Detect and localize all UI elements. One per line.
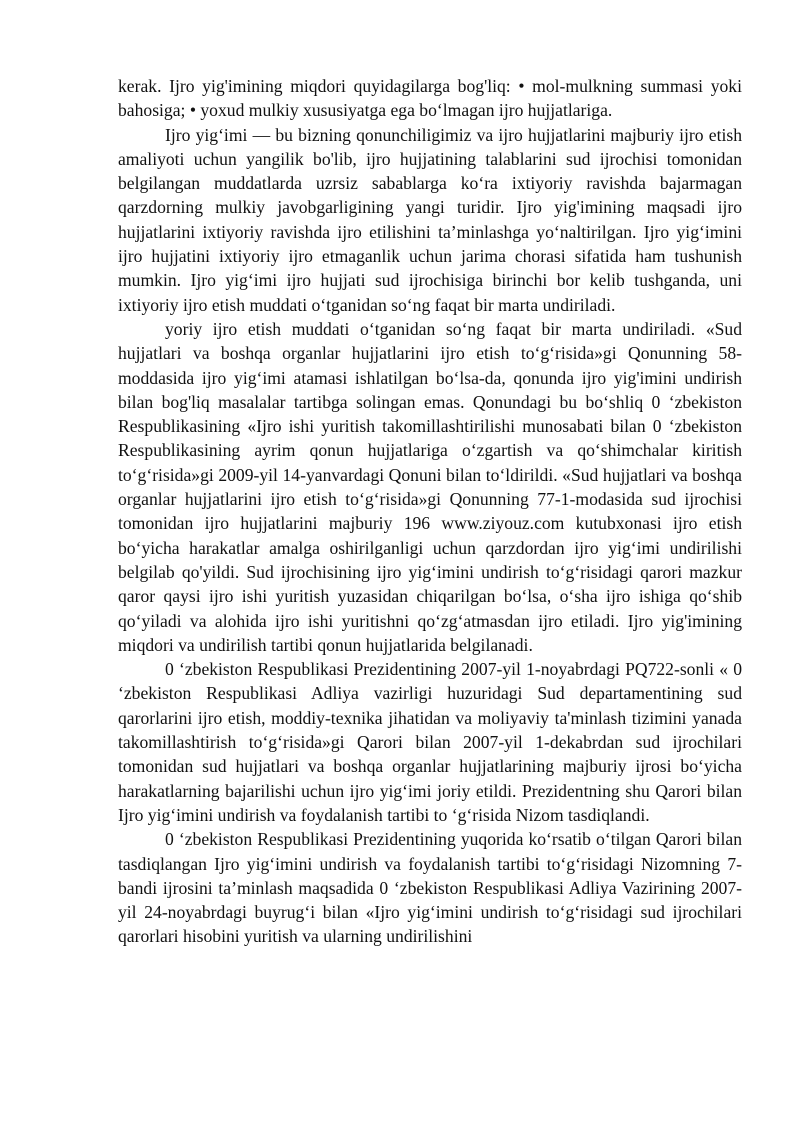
paragraph-4: 0 ‘zbekiston Respublikasi Prezidentining 2007-yil 1-noyabrdagi PQ722-sonli « 0 ‘zbekiston Respublikasi Adliya vazirligi huzuridagi Sud departamentining sud qarorlarini ijro etish, moddiy-texnika jihatidan va moliyaviy ta'minlash tizimini yanada takomillashtirish to‘g‘risida»gi Qarori bilan 2007-yil 1-dekabrdan sud ijrochilari tomonidan sud hujjatlari va boshqa organlar hujjatlarining majburiy ijrosi bo‘yicha harakatlarning bajarilishi uchun ijro yig‘imi joriy etildi. Prezidentning shu Qarori bilan Ijro yig‘imini undirish va foydalanish tartibi to ‘g‘risida Nizom tasdiqlandi. [118,659,742,825]
paragraph-1: kerak. Ijro yig'imining miqdori quyidagilarga bog'liq: • mol-mulkning summasi yoki bahosiga; • yoxud mulkiy xususiyatga ega bo‘lmagan ijro hujjatlariga. [118,76,742,121]
paragraph-2: Ijro yig‘imi — bu bizning qonunchiligimiz va ijro hujjatlarini majburiy ijro etish amaliyoti uchun yangilik bo'lib, ijro hujjatining talablarini sud ijrochisi tomonidan belgilangan muddatlarda uzrsiz sabablarga ko‘ra ixtiyoriy ravishda bajarmagan qarzdorning mulkiy javobgarligining yangi turidir. Ijro yig'imining maqsadi ijro hujjatlarini ixtiyoriy ravishda ijro etilishini ta’minlashga yo‘naltirilgan. Ijro yig‘imini ijro hujjatini ixtiyoriy ijro etmaganlik uchun jarima chorasi sifatida ham tushunish mumkin. Ijro yig‘imi ijro hujjati sud ijrochisiga birinchi bor kelib tushganda, uni ixtiyoriy ijro etish muddati o‘tganidan so‘ng faqat bir marta undiriladi. [118,124,742,315]
paragraph-3: yoriy ijro etish muddati o‘tganidan so‘ng faqat bir marta undiriladi. «Sud hujjatlari va boshqa organlar hujjatlarini ijro etish to‘g‘risida»gi Qonunning 58-moddasida ijro yig‘imi atamasi ishlatilgan bo‘lsa-da, qonunda ijro yig'imini undirish bilan bog'liq masalalar tartibga solingan emas. Qonundagi bu bo‘shliq 0 ‘zbekiston Respublikasining «Ijro ishi yuritish takomillashtirilishi munosabati bilan 0 ‘zbekiston Respublikasining ayrim qonun hujjatlariga o‘zgartish va qo‘shimchalar kiritish to‘g‘risida»gi 2009-yil 14-yanvardagi Qonuni bilan to‘ldirildi. «Sud hujjatlari va boshqa organlar hujjatlarini ijro etish to‘g‘risida»gi Qonunning 77-1-modasida sud ijrochisi tomonidan ijro hujjatlarini majburiy 196 www.ziyouz.com kutubxonasi ijro etish bo‘yicha harakatlar amalga oshirilganligi uchun qarzdordan ijro yig‘imi undirilishi belgilab qo'yildi. Sud ijrochisining ijro yig‘imini undirish to‘g‘risidagi qarori mazkur qaror qaysi ijro ishi yuritish yuzasidan chiqarilgan bo‘lsa, o‘sha ijro ishiga qo‘shib qo‘yiladi va alohida ijro ishi yuritishni qo‘zg‘atmasdan ijro etiladi. Ijro yig'imining miqdori va undirilish tartibi qonun hujjatlarida belgilanadi. [118,318,742,655]
paragraph-5: 0 ‘zbekiston Respublikasi Prezidentining yuqorida ko‘rsatib o‘tilgan Qarori bilan tasdiqlangan Ijro yig‘imini undirish va foydalanish tartibi to‘g‘risidagi Nizomning 7-bandi ijrosini ta’minlash maqsadida 0 ‘zbekiston Respublikasi Adliya Vazirining 2007-yil 24-noyabrdagi buyrug‘i bilan «Ijro yig‘imini undirish to‘g‘risidagi sud ijrochilari qarorlari hisobini yuritish va ularning undirilishini [118,829,742,947]
document-page [118,74,742,949]
